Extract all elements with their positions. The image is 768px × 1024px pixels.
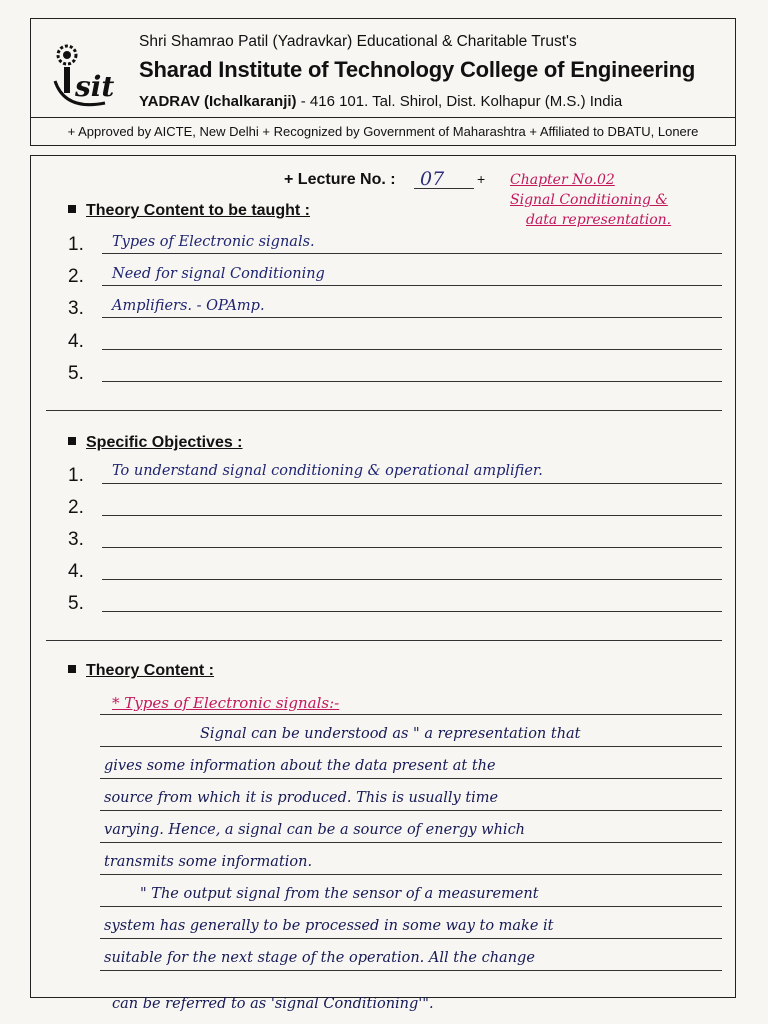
objectives-heading: Specific Objectives :: [68, 434, 243, 452]
teach-item-number: 1.: [68, 234, 84, 255]
lecture-underline: [414, 188, 474, 189]
theory-line: " The output signal from the sensor of a measurement: [140, 886, 539, 902]
answer-line: [100, 810, 722, 811]
theory-line: can be referred to as 'signal Conditioning'".: [112, 996, 434, 1012]
answer-line: [100, 938, 722, 939]
section-separator: [46, 640, 722, 641]
answer-line: [102, 579, 722, 580]
answer-line: [102, 253, 722, 254]
objective-number: 3.: [68, 529, 84, 550]
answer-line: [102, 611, 722, 612]
objective-number: 4.: [68, 561, 84, 582]
theory-line: system has generally to be processed in some way to make it: [104, 918, 554, 934]
theory-subheading: * Types of Electronic signals:-: [112, 694, 340, 712]
lecture-plus: +: [477, 171, 486, 187]
square-bullet-icon: [68, 665, 76, 673]
header-divider: [31, 117, 735, 118]
objective-number: 1.: [68, 465, 84, 486]
lecture-label: + Lecture No. :: [284, 171, 396, 188]
answer-line: [100, 906, 722, 907]
answer-line: [102, 483, 722, 484]
lecture-number: 07: [420, 168, 445, 190]
teach-item-number: 5.: [68, 363, 84, 384]
objective-text: To understand signal conditioning & operational amplifier.: [112, 463, 543, 479]
objective-number: 5.: [68, 593, 84, 614]
answer-line: [102, 547, 722, 548]
theory-line: source from which it is produced. This is usually time: [104, 790, 499, 806]
college-name: Sharad Institute of Technology College of Engineering: [139, 57, 696, 82]
svg-text:sit: sit: [75, 70, 115, 103]
answer-line: [100, 842, 722, 843]
chapter-note: Chapter No.02 Signal Conditioning & data representation.: [510, 172, 672, 228]
teach-item-text: Types of Electronic signals.: [112, 234, 315, 250]
teach-item-number: 2.: [68, 266, 84, 287]
theory-line: transmits some information.: [104, 854, 313, 870]
theory-content-heading: Theory Content :: [68, 662, 214, 680]
approvals-line: + Approved by AICTE, New Delhi + Recognized by Government of Maharashtra + Affiliated to DBATU, Lonere: [67, 124, 699, 139]
teach-item-text: Amplifiers. - OPAmp.: [112, 298, 265, 314]
answer-line: [100, 746, 722, 747]
square-bullet-icon: [68, 437, 76, 445]
answer-line: [102, 381, 722, 382]
theory-to-teach-heading: Theory Content to be taught :: [68, 202, 310, 220]
theory-line: varying. Hence, a signal can be a source of energy which: [104, 822, 526, 838]
answer-line: [102, 515, 722, 516]
section-separator: [46, 410, 722, 411]
trust-name: Shri Shamrao Patil (Yadravkar) Educational & Charitable Trust's: [139, 33, 577, 50]
teach-item-number: 3.: [68, 298, 84, 319]
answer-line: [102, 349, 722, 350]
objective-number: 2.: [68, 497, 84, 518]
answer-line: [102, 317, 722, 318]
college-logo: [45, 41, 135, 111]
teach-item-number: 4.: [68, 331, 84, 352]
theory-line: Signal can be understood as " a representation that: [200, 726, 581, 742]
answer-line: [100, 778, 722, 779]
letterhead: [30, 18, 736, 146]
theory-line: suitable for the next stage of the operation. All the change: [104, 950, 535, 966]
teach-item-text: Need for signal Conditioning: [112, 266, 325, 282]
college-address: YADRAV (Ichalkaranji) - 416 101. Tal. Shirol, Dist. Kolhapur (M.S.) India: [139, 93, 623, 110]
square-bullet-icon: [68, 205, 76, 213]
answer-line: [100, 714, 722, 715]
theory-line: gives some information about the data present at the: [104, 758, 496, 774]
answer-line: [100, 970, 722, 971]
answer-line: [100, 874, 722, 875]
answer-line: [102, 285, 722, 286]
